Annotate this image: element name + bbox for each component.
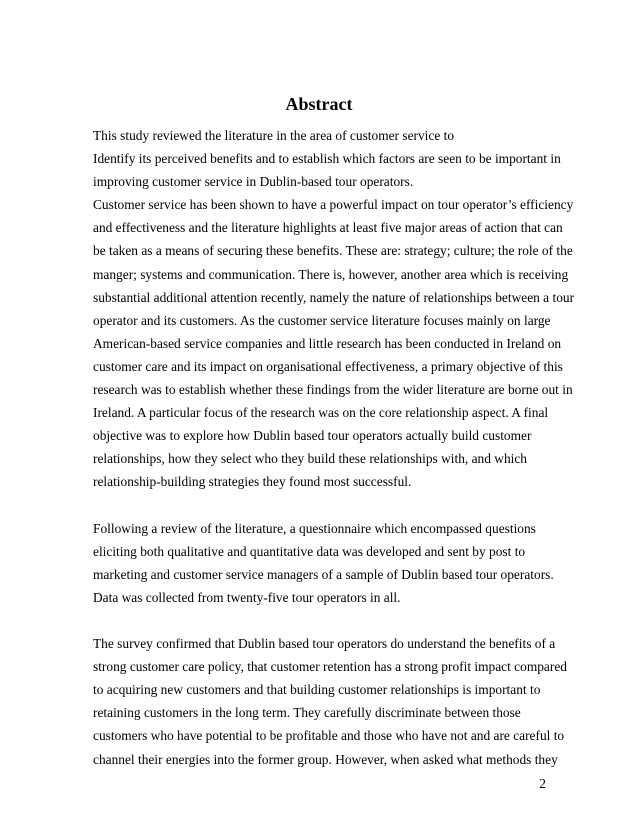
text-line: objective was to explore how Dublin based tour operators actually build customer	[93, 428, 532, 444]
text-line: Data was collected from twenty-five tour operators in all.	[93, 589, 401, 605]
text-line: to acquiring new customers and that building customer relationships is important to	[93, 682, 541, 698]
text-line: strong customer care policy, that customer retention has a strong profit impact compared	[93, 659, 567, 675]
text-line: relationships, how they select who they build these relationships with, and which	[93, 451, 527, 467]
text-line: retaining customers in the long term. They carefully discriminate between those	[93, 705, 521, 721]
paragraph-1	[93, 124, 575, 494]
text-line: American-based service companies and little research has been conducted in Ireland on	[93, 335, 562, 351]
text-line: Customer service has been shown to have a powerful impact on tour operator’s efficiency	[93, 197, 574, 213]
paragraph-spacer	[93, 609, 563, 632]
text-line: Ireland. A particular focus of the research was on the core relationship aspect. A final	[93, 405, 549, 421]
text-line: Following a review of the literature, a questionnaire which encompassed questions	[93, 520, 536, 536]
paragraph-2	[93, 517, 563, 609]
text-line: relationship-building strategies they found most successful.	[93, 474, 412, 490]
text-line: manger; systems and communication. There is, however, another area which is receiving	[93, 266, 569, 282]
paragraph-spacer	[93, 494, 563, 517]
abstract-body	[93, 124, 575, 771]
abstract-title: Abstract	[285, 94, 353, 114]
text-line: and effectiveness and the literature highlights at least five major areas of action that can	[93, 220, 563, 236]
text-line: eliciting both qualitative and quantitative data was developed and sent by post to	[93, 543, 526, 559]
text-line: Identify its perceived benefits and to establish which factors are seen to be important in	[93, 151, 561, 167]
text-line: customers who have potential to be profitable and those who have not and are careful to	[93, 728, 565, 744]
text-line: customer care and its impact on organisational effectiveness, a primary objective of this	[93, 358, 563, 374]
text-line: be taken as a means of securing these benefits. These are: strategy; culture; the role of the	[93, 243, 573, 259]
page-number: 2	[539, 776, 546, 791]
text-line: This study reviewed the literature in the area of customer service to	[93, 128, 455, 143]
paragraph-3	[93, 632, 567, 771]
text-line: The survey confirmed that Dublin based tour operators do understand the benefits of a	[93, 636, 556, 652]
text-line: improving customer service in Dublin-based tour operators.	[93, 174, 414, 190]
text-line: research was to establish whether these findings from the wider literature are borne out in	[93, 382, 573, 398]
text-line: operator and its customers. As the customer service literature focuses mainly on large	[93, 312, 551, 328]
text-line: marketing and customer service managers of a sample of Dublin based tour operators.	[93, 566, 554, 582]
text-line: channel their energies into the former group. However, when asked what methods they	[93, 751, 558, 767]
text-line: substantial additional attention recently, namely the nature of relationships between a tour	[93, 289, 575, 305]
